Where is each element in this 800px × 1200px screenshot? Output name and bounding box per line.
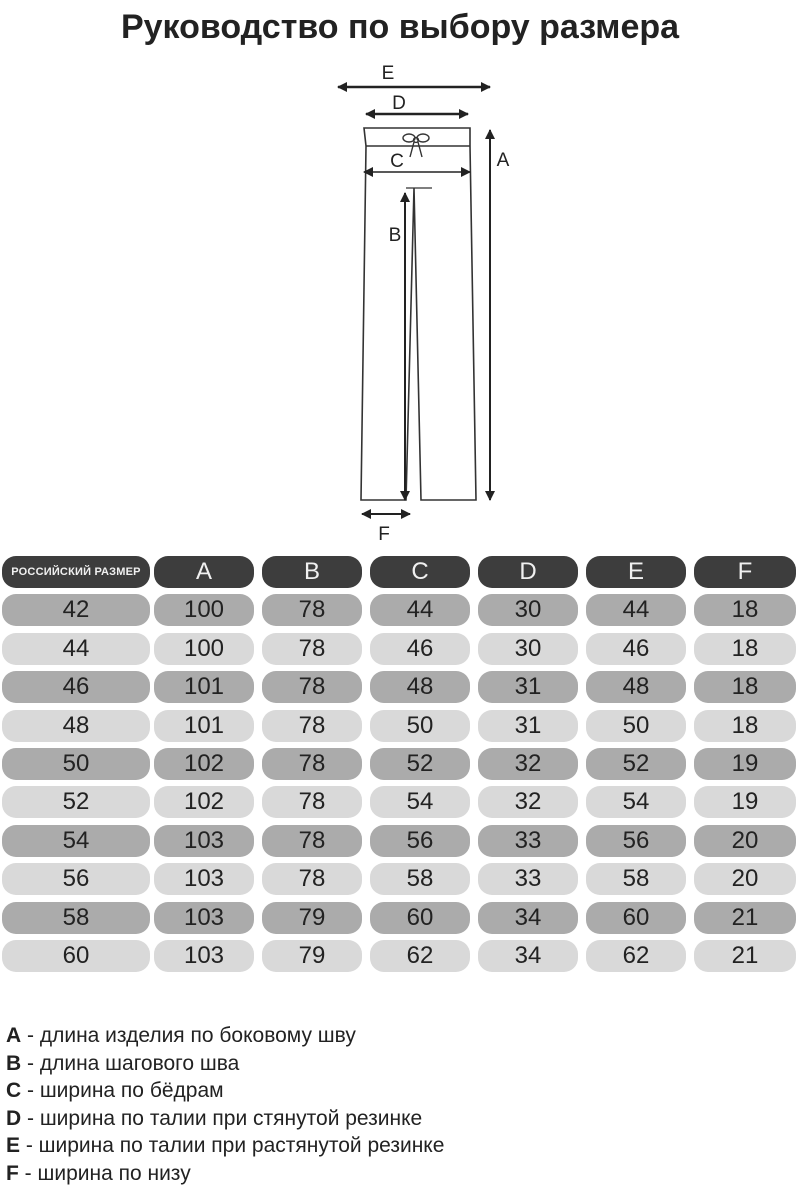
header-col-f: F — [694, 556, 796, 588]
legend-letter: E — [6, 1134, 21, 1158]
row-size-cell: 50 — [2, 748, 150, 780]
table-cell: 60 — [586, 902, 686, 934]
table-cell: 101 — [154, 671, 254, 703]
table-cell: 44 — [370, 594, 470, 626]
row-size-cell: 54 — [2, 825, 150, 857]
measurement-legend — [6, 1022, 444, 1188]
table-cell: 101 — [154, 710, 254, 742]
legend-item — [6, 1022, 444, 1050]
legend-description: - длина изделия по боковому шву — [21, 1024, 356, 1047]
label-b: B — [388, 225, 402, 246]
legend-item — [6, 1077, 444, 1105]
table-cell: 54 — [586, 786, 686, 818]
legend-letter: F — [6, 1161, 19, 1185]
row-size-cell: 44 — [2, 633, 150, 665]
row-size-cell: 58 — [2, 902, 150, 934]
label-e: E — [381, 63, 395, 84]
table-cell: 56 — [586, 825, 686, 857]
table-cell: 31 — [478, 710, 578, 742]
label-c: C — [390, 151, 404, 172]
table-cell: 46 — [586, 633, 686, 665]
table-cell: 102 — [154, 786, 254, 818]
table-cell: 60 — [370, 902, 470, 934]
table-cell: 20 — [694, 863, 796, 895]
table-cell: 20 — [694, 825, 796, 857]
header-col-d: D — [478, 556, 578, 588]
row-size-cell: 60 — [2, 940, 150, 972]
header-col-e: E — [586, 556, 686, 588]
table-cell: 18 — [694, 633, 796, 665]
table-cell: 78 — [262, 786, 362, 818]
header-col-c: C — [370, 556, 470, 588]
table-cell: 30 — [478, 633, 578, 665]
row-size-cell: 52 — [2, 786, 150, 818]
table-cell: 34 — [478, 940, 578, 972]
header-col-a: A — [154, 556, 254, 588]
legend-description: - ширина по талии при растянутой резинке — [20, 1134, 445, 1158]
table-cell: 62 — [586, 940, 686, 972]
table-cell: 32 — [478, 786, 578, 818]
table-cell: 103 — [154, 863, 254, 895]
table-cell: 103 — [154, 902, 254, 934]
header-russian-size: РОССИЙСКИЙ РАЗМЕР — [2, 556, 150, 588]
table-cell: 48 — [586, 671, 686, 703]
table-cell: 79 — [262, 902, 362, 934]
legend-letter: C — [6, 1079, 22, 1103]
table-cell: 78 — [262, 748, 362, 780]
table-cell: 100 — [154, 594, 254, 626]
table-cell: 19 — [694, 748, 796, 780]
table-cell: 78 — [262, 710, 362, 742]
table-cell: 103 — [154, 940, 254, 972]
legend-description: - ширина по низу — [18, 1161, 191, 1185]
table-cell: 50 — [370, 710, 470, 742]
table-cell: 78 — [262, 633, 362, 665]
table-cell: 21 — [694, 902, 796, 934]
table-cell: 30 — [478, 594, 578, 626]
table-cell: 18 — [694, 671, 796, 703]
legend-description: - длина шагового шва — [21, 1051, 240, 1075]
legend-item — [6, 1105, 444, 1133]
legend-item — [6, 1160, 444, 1188]
legend-description: - ширина по бёдрам — [21, 1079, 224, 1103]
table-cell: 56 — [370, 825, 470, 857]
table-cell: 102 — [154, 748, 254, 780]
table-cell: 62 — [370, 940, 470, 972]
table-cell: 33 — [478, 825, 578, 857]
table-cell: 46 — [370, 633, 470, 665]
table-cell: 50 — [586, 710, 686, 742]
row-size-cell: 46 — [2, 671, 150, 703]
table-cell: 78 — [262, 863, 362, 895]
header-col-b: B — [262, 556, 362, 588]
table-cell: 78 — [262, 825, 362, 857]
table-cell: 103 — [154, 825, 254, 857]
table-cell: 32 — [478, 748, 578, 780]
table-cell: 54 — [370, 786, 470, 818]
page-title: Руководство по выбору размера — [120, 8, 680, 46]
label-d: D — [392, 93, 406, 114]
legend-item — [6, 1050, 444, 1078]
pants-outline — [361, 128, 476, 500]
table-cell: 48 — [370, 671, 470, 703]
table-cell: 34 — [478, 902, 578, 934]
legend-letter: A — [6, 1024, 22, 1047]
table-cell: 100 — [154, 633, 254, 665]
row-size-cell: 42 — [2, 594, 150, 626]
table-cell: 18 — [694, 594, 796, 626]
table-cell: 79 — [262, 940, 362, 972]
table-cell: 52 — [586, 748, 686, 780]
legend-item — [6, 1132, 444, 1160]
row-size-cell: 56 — [2, 863, 150, 895]
label-f: F — [378, 524, 390, 545]
table-cell: 21 — [694, 940, 796, 972]
table-cell: 78 — [262, 671, 362, 703]
size-table — [0, 556, 800, 980]
legend-letter: B — [6, 1051, 22, 1075]
row-size-cell: 48 — [2, 710, 150, 742]
table-cell: 52 — [370, 748, 470, 780]
label-a: A — [496, 150, 510, 171]
table-cell: 18 — [694, 710, 796, 742]
table-cell: 58 — [586, 863, 686, 895]
table-cell: 78 — [262, 594, 362, 626]
table-cell: 33 — [478, 863, 578, 895]
legend-letter: D — [6, 1106, 22, 1130]
legend-description: - ширина по талии при стянутой резинке — [21, 1106, 423, 1130]
table-cell: 44 — [586, 594, 686, 626]
table-cell: 19 — [694, 786, 796, 818]
table-cell: 31 — [478, 671, 578, 703]
table-cell: 58 — [370, 863, 470, 895]
pants-diagram — [0, 0, 800, 556]
